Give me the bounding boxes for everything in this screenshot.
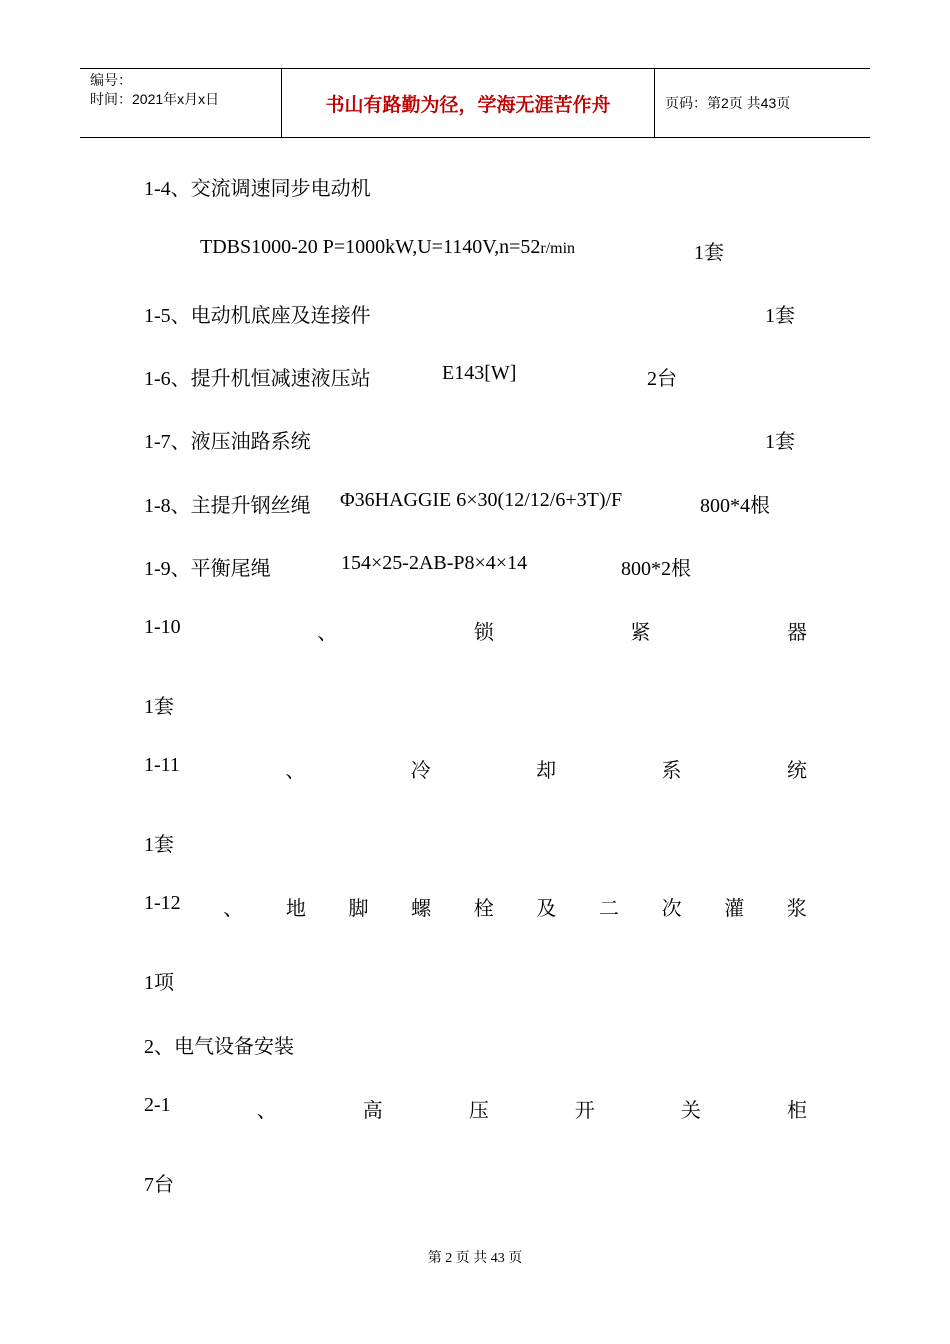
item-1-12-part: 螺 [411, 898, 432, 920]
page-footer: 第 2 页 共 43 页 [427, 1251, 523, 1266]
item-1-12-part: 浆 [786, 898, 807, 920]
item-1-11-part: 1-11 [144, 754, 180, 776]
time-label: 时间：2021年x月x日 [90, 91, 220, 107]
item-2-1-part: 开 [574, 1100, 595, 1122]
item-1-8: 1-8、主提升钢丝绳 [144, 495, 311, 517]
item-1-11-part: 冷 [410, 760, 431, 782]
item-1-8-model: Φ36HAGGIE 6×30(12/12/6+3T)/F [340, 489, 623, 511]
item-1-4-spec [200, 236, 575, 259]
item-1-9: 1-9、平衡尾绳 [144, 558, 271, 580]
item-1-10 [144, 616, 807, 645]
item-1-10-part: 锁 [473, 622, 494, 644]
page-header [80, 68, 870, 138]
item-1-4-spec-text: TDBS1000-20 P=1000kW,U=1140V,n=52 [200, 236, 541, 258]
item-2-1-part: 关 [680, 1100, 701, 1122]
header-meta [80, 69, 282, 137]
item-1-9-qty: 800*2根 [621, 558, 691, 580]
item-1-11-part: 系 [661, 760, 682, 782]
item-1-12-part: 地 [285, 898, 306, 920]
item-1-10-part: 紧 [630, 622, 651, 644]
item-1-11-part: 、 [285, 760, 306, 782]
item-2-1-part: 高 [362, 1100, 383, 1122]
item-1-12-qty: 1项 [144, 972, 174, 994]
item-1-5-qty: 1套 [765, 305, 795, 327]
item-2-1 [144, 1094, 807, 1123]
item-1-6-model: E143[W] [442, 362, 517, 384]
header-page-info: 页码：第2页 共43页 [665, 95, 791, 111]
item-1-7-qty: 1套 [765, 431, 795, 453]
item-1-11-part: 统 [786, 760, 807, 782]
item-1-5: 1-5、电动机底座及连接件 [144, 305, 371, 327]
item-1-7: 1-7、液压油路系统 [144, 431, 311, 453]
item-1-4: 1-4、交流调速同步电动机 [144, 178, 371, 200]
item-1-4-qty: 1套 [694, 242, 724, 264]
item-1-12-part: 脚 [348, 898, 369, 920]
item-1-9-model: 154×25-2AB-P8×4×14 [341, 552, 528, 574]
item-1-11-part: 却 [536, 760, 557, 782]
item-2-1-part: 、 [256, 1100, 277, 1122]
item-1-11 [144, 754, 807, 783]
item-1-12-part: 及 [536, 898, 557, 920]
item-1-12-part: 次 [661, 898, 682, 920]
item-1-12-part: 、 [223, 898, 244, 920]
item-1-10-part: 、 [317, 622, 338, 644]
item-1-10-qty: 1套 [144, 696, 174, 718]
serial-label: 编号： [90, 72, 132, 88]
item-1-6: 1-6、提升机恒减速液压站 [144, 368, 371, 390]
item-1-10-part: 器 [786, 622, 807, 644]
item-1-12-part: 栓 [473, 898, 494, 920]
item-1-12 [144, 892, 807, 921]
item-1-12-part: 1-12 [144, 892, 181, 914]
item-2-1-part: 2-1 [144, 1094, 171, 1116]
header-motto: 书山有路勤为径，学海无涯苦作舟 [282, 69, 655, 137]
item-2-1-part: 压 [468, 1100, 489, 1122]
section-2-heading: 2、电气设备安装 [144, 1036, 294, 1058]
item-1-10-part: 1-10 [144, 616, 181, 638]
item-2-1-part: 柜 [786, 1100, 807, 1122]
item-1-12-part: 灌 [724, 898, 745, 920]
item-1-12-part: 二 [599, 898, 620, 920]
item-1-4-spec-unit: r/min [540, 240, 576, 257]
item-1-6-qty: 2台 [647, 368, 677, 390]
item-1-8-qty: 800*4根 [700, 495, 770, 517]
item-1-11-qty: 1套 [144, 834, 174, 856]
item-2-1-qty: 7台 [144, 1174, 174, 1196]
